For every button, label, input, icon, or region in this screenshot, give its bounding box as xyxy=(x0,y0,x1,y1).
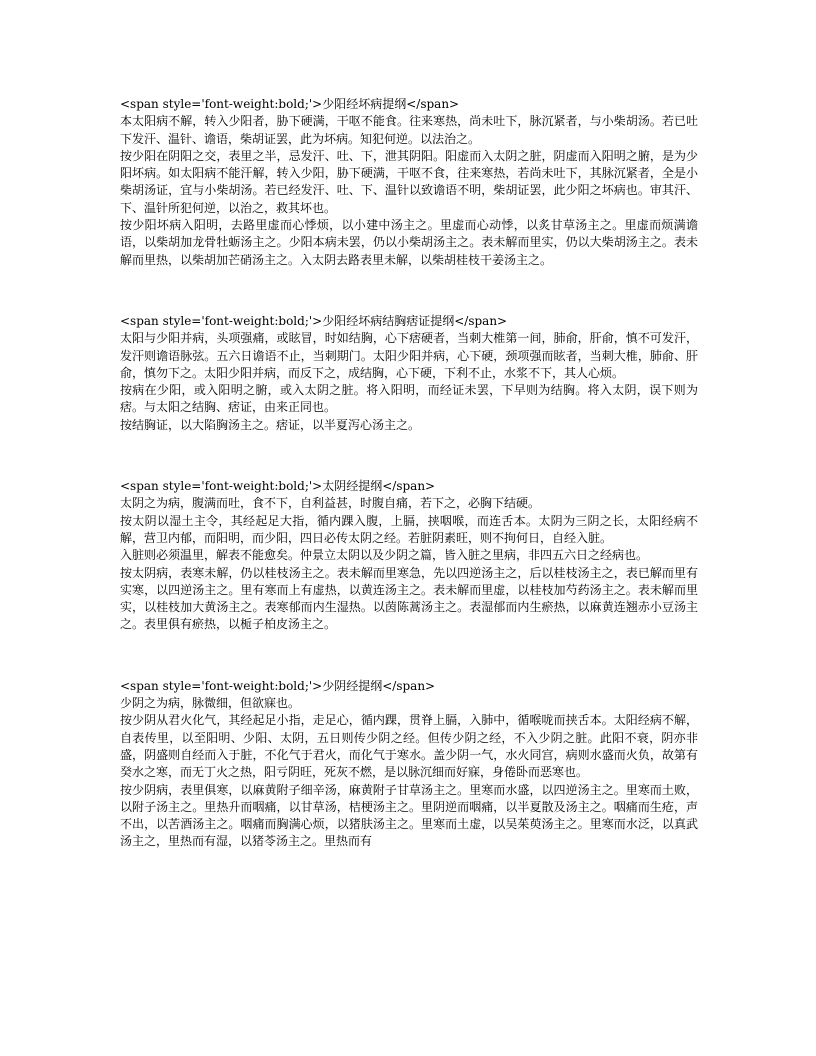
paragraph: 按少阴从君火化气，其经起足小指，走足心，循内踝，贯脊上膈，入肺中，循喉咙而挟舌本。太阳经病不解，自表传里，以至阳明、少阳、太阴，五日则传少阴之经。但传少阴之经，不入少阴之脏。此阳不衰，阴亦非盛，阴盛则自经而入于脏，不化气于君火，而化气于寒水。盖少阴一气，水火同宫，病则水盛而火负，故第有癸水之寒，而无丁火之热，阳亏阴旺，死灰不燃，是以脉沉细而好寐，身倦卧而恶寒也。 xyxy=(120,713,698,780)
paragraph: 按少阳坏病入阳明，去路里虚而心悸烦，以小建中汤主之。里虚而心动悸，以炙甘草汤主之。里虚而烦满谵语，以柴胡加龙骨牡蛎汤主之。少阳本病未罢，仍以小柴胡汤主之。表未解而里实，仍以大柴胡汤主之。表未解而里热，以柴胡加芒硝汤主之。入太阴去路表里未解，以柴胡桂枝干姜汤主之。 xyxy=(120,218,698,267)
section-shaoyang-chest-bind xyxy=(120,313,698,434)
paragraph: 按太阴病，表寒未解，仍以桂枝汤主之。表未解而里寒急，先以四逆汤主之，后以桂枝汤主之，表已解而里有实寒，以四逆汤主之。里有寒而上有虚热，以黄连汤主之。表未解而里虚，以桂枝加芍药汤主之。表未解而里实，以桂枝加大黄汤主之。表寒郁而内生湿热。以茵陈蒿汤主之。表湿郁而内生瘀热，以麻黄连翘赤小豆汤主之。表里俱有瘀热，以栀子柏皮汤主之。 xyxy=(120,565,698,632)
paragraph: 入脏则必须温里，解表不能愈矣。仲景立太阴以及少阴之篇，皆入脏之里病，非四五六日之经病也。 xyxy=(120,548,649,563)
paragraph: 按结胸证，以大陷胸汤主之。痞证，以半夏泻心汤主之。 xyxy=(120,417,421,432)
paragraph: 按少阳在阴阳之交，表里之半，忌发汗、吐、下，泄其阴阳。阳虚而入太阴之脏，阴虚而入阳明之腑，是为少阳坏病。如太阳病不能汗解，转入少阳，胁下硬满，干呕不食，往来寒热，若尚未吐下，其脉沉紧者，全是小柴胡汤证，宜与小柴胡汤。若已经发汗、吐、下、温针以致谵语不明，柴胡证罢，此少阳之坏病也。审其汗、下、温针所犯何逆，以治之，救其坏也。 xyxy=(120,148,698,215)
section-taiyin xyxy=(120,478,698,634)
section-heading: <span style='font-weight:bold;'>少阳经坏病结胸痞证提纲</span> xyxy=(120,313,508,328)
section-shaoyin xyxy=(120,678,698,851)
paragraph: 太阴之为病，腹满而吐，食不下，自利益甚，时腹自痛，若下之，必胸下结硬。 xyxy=(120,496,541,511)
paragraph: 少阴之为病，脉微细，但欲寐也。 xyxy=(120,696,301,711)
paragraph: 按太阴以湿土主令，其经起足大指，循内踝入腹，上膈，挟咽喉，而连舌本。太阴为三阴之长，太阳经病不解，营卫内郁，而阳明，而少阳，四日必传太阴之经。若脏阴素旺，则不拘何日，自经入脏。 xyxy=(120,513,698,545)
paragraph: 本太阳病不解，转入少阳者，胁下硬满，干呕不能食。往来寒热，尚未吐下，脉沉紧者，与小柴胡汤。若已吐下发汗、温针、谵语，柴胡证罢，此为坏病。知犯何逆。以法治之。 xyxy=(120,114,698,146)
document-page xyxy=(120,96,698,1044)
section-heading: <span style='font-weight:bold;'>太阴经提纲</span> xyxy=(120,479,436,494)
section-heading: <span style='font-weight:bold;'>少阴经提纲</span> xyxy=(120,678,436,693)
section-heading: <span style='font-weight:bold;'>少阳经坏病提纲</span> xyxy=(120,97,460,111)
paragraph: 按病在少阳，或入阳明之腑，或入太阴之脏。将入阳明，而经证未罢，下早则为结胸。将入太阴，误下则为痞。与太阳之结胸、痞证，由来正同也。 xyxy=(120,383,698,415)
section-shaoyang-bad-disease xyxy=(120,96,698,269)
paragraph: 按少阴病，表里俱寒，以麻黄附子细辛汤，麻黄附子甘草汤主之。里寒而水盛，以四逆汤主之。里寒而土败，以附子汤主之。里热升而咽痛，以甘草汤，桔梗汤主之。里阴逆而咽痛，以半夏散及汤主之。咽痛而生疮，声不出，以苦酒汤主之。咽痛而胸满心烦，以猪肤汤主之。里寒而土虚，以吴茱萸汤主之。里寒而水泛，以真武汤主之，里热而有湿，以猪苓汤主之。里热而有 xyxy=(120,782,698,849)
paragraph: 太阳与少阳并病，头项强痛，或眩冒，时如结胸，心下痞硬者，当刺大椎第一间，肺俞，肝俞，慎不可发汗，发汗则谵语脉弦。五六日谵语不止，当刺期门。太阳少阳并病，心下硬，颈项强而眩者，当刺大椎，肺俞、肝俞，慎勿下之。太阳少阳并病，而反下之，成结胸，心下硬，下利不止，水浆不下，其人心烦。 xyxy=(120,331,698,380)
